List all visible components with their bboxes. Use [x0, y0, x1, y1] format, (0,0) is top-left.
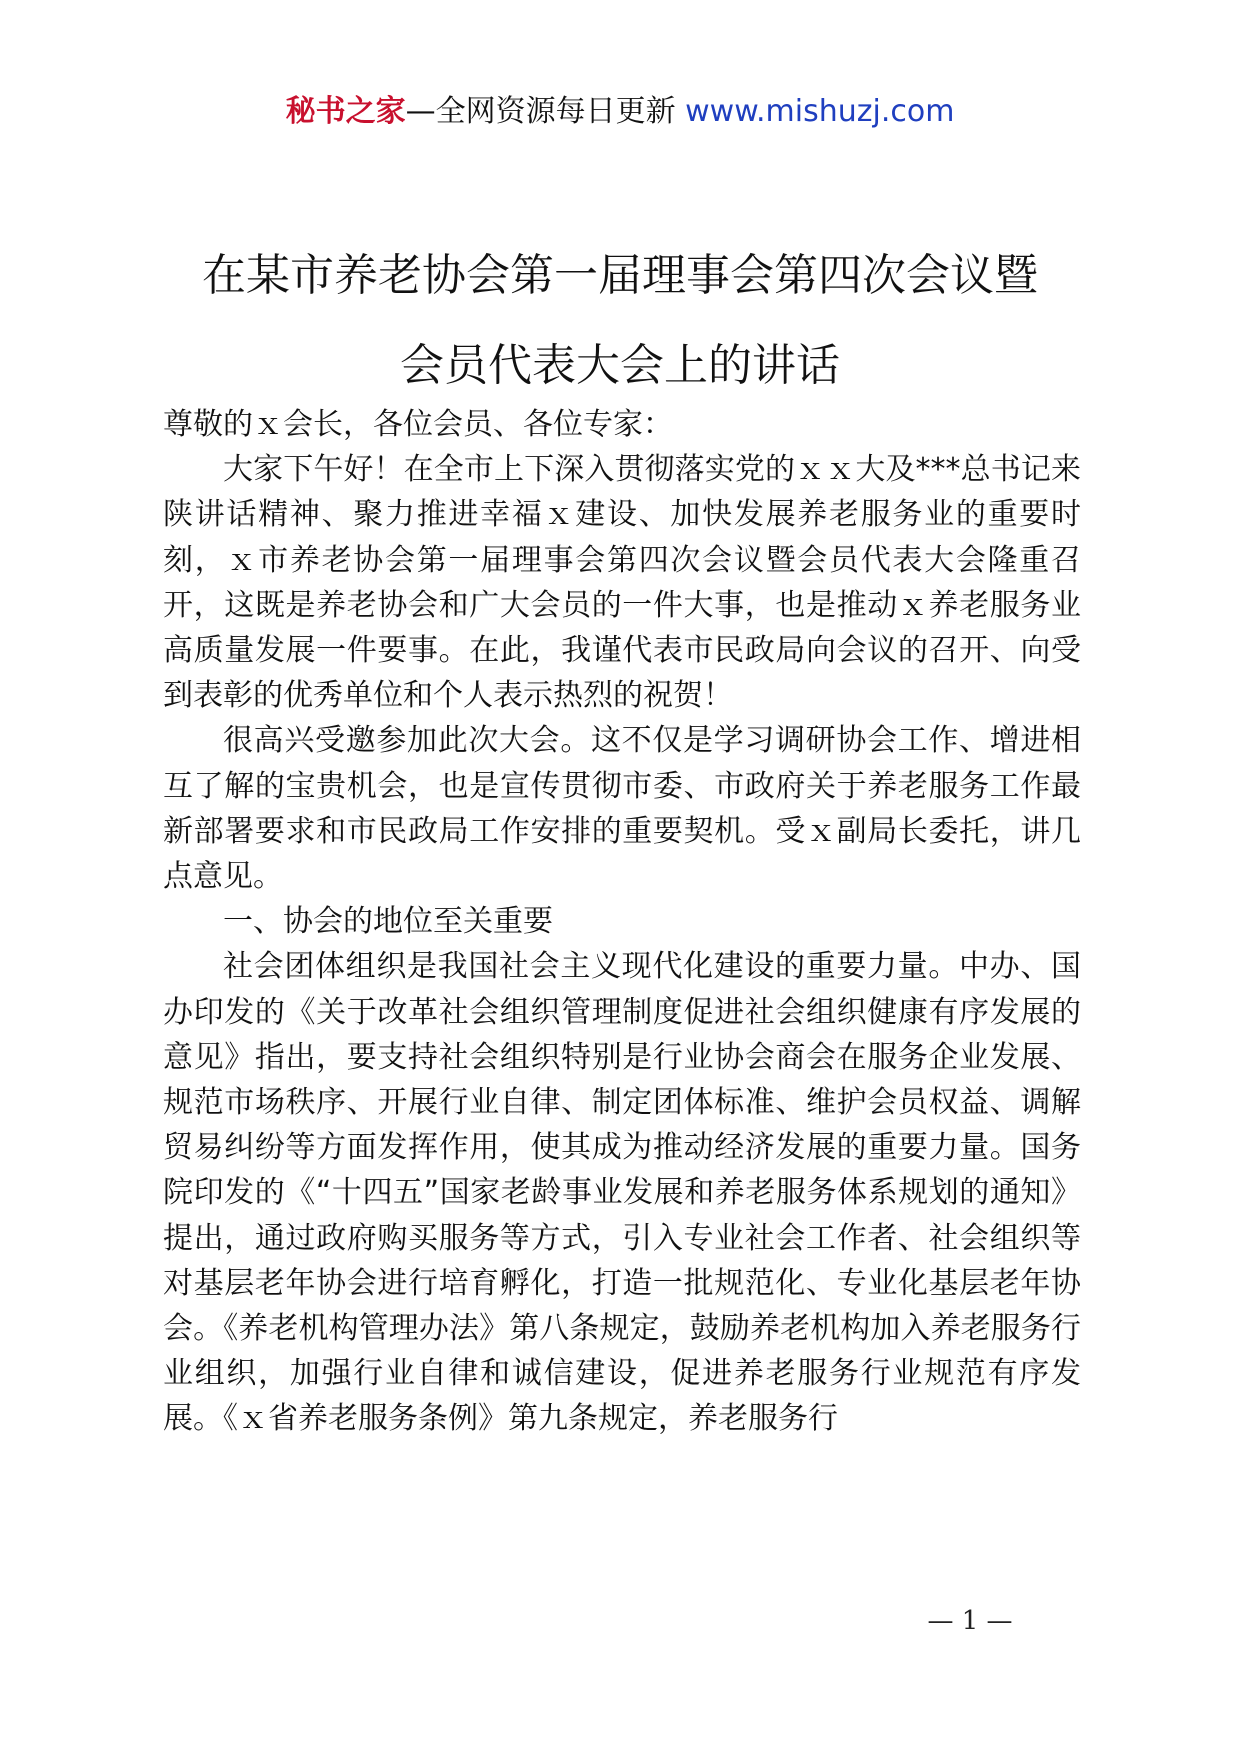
section-heading-1: 一、协会的地位至关重要	[223, 904, 553, 940]
site-tagline: —全网资源每日更新	[405, 94, 686, 129]
site-header	[0, 92, 1240, 132]
salutation: 尊敬的ｘ会长，各位会员、各位专家：	[163, 407, 673, 442]
paragraph-section-1: 社会团体组织是我国社会主义现代化建设的重要力量。中办、国办印发的《关于改革社会组织管理制度促进社会组织健康有序发展的意见》指出，要支持社会组织特别是行业协会商会在服务企业发展、规范市场秩序、开展行业自律、制定团体标准、维护会员权益、调解贸易纠纷等方面发挥作用，使其成为推动经济发展的重要力量。国务院印发的《“十四五”国家老龄事业发展和养老服务体系规划的通知》提出，通过政府购买服务等方式，引入专业社会工作者、社会组织等对基层老年协会进行培育孵化，打造一批规范化、专业化基层老年协会。《养老机构管理办法》第八条规定，鼓励养老机构加入养老服务行业组织，加强行业自律和诚信建设，促进养老服务行业规范有序发展。《ｘ省养老服务条例》第九条规定，养老服务行	[163, 949, 1081, 1437]
document-body	[163, 402, 1081, 1442]
document-title-line-2: 会员代表大会上的讲话	[400, 340, 840, 391]
site-url-link[interactable]: www.mishuzj.com	[685, 94, 955, 129]
paragraph-intro: 很高兴受邀参加此次大会。这不仅是学习调研协会工作、增进相互了解的宝贵机会，也是宣传贯彻市委、市政府关于养老服务工作最新部署要求和市民政局工作安排的重要契机。受ｘ副局长委托，讲几点意见。	[163, 723, 1081, 895]
paragraph-greeting: 大家下午好！在全市上下深入贯彻落实党的ｘｘ大及***总书记来陕讲话精神、聚力推进幸福ｘ建设、加快发展养老服务业的重要时刻，ｘ市养老协会第一届理事会第四次会议暨会员代表大会隆重召开，这既是养老协会和广大会员的一件大事，也是推动ｘ养老服务业高质量发展一件要事。在此，我谨代表市民政局向会议的召开、向受到表彰的优秀单位和个人表示热烈的祝贺！	[163, 452, 1081, 714]
page-number: — 1 —	[927, 1606, 1013, 1636]
site-brand: 秘书之家	[285, 94, 406, 129]
document-title-line-1: 在某市养老协会第一届理事会第四次会议暨	[202, 250, 1038, 301]
